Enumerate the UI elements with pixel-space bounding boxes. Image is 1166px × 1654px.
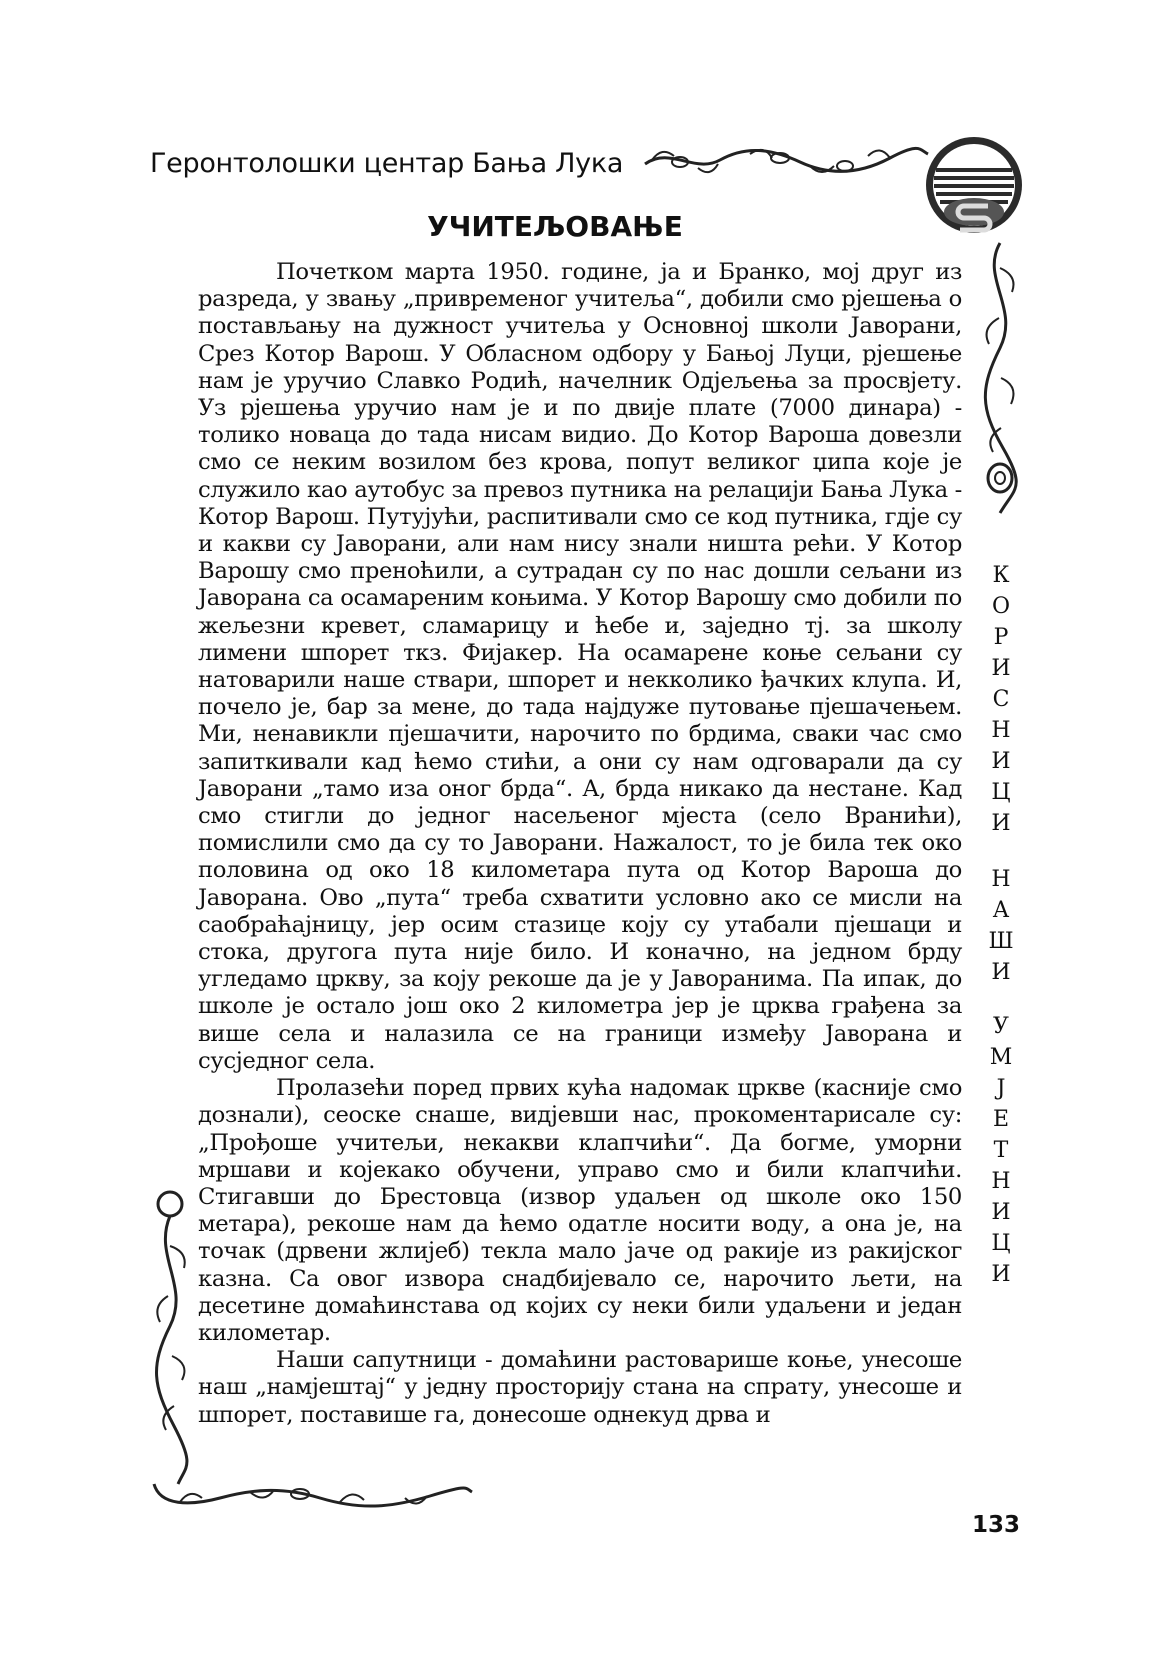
- side-letter: Н: [991, 1169, 1011, 1194]
- side-letter: Ш: [988, 929, 1014, 954]
- side-letter: О: [991, 594, 1011, 619]
- side-letter: И: [991, 749, 1011, 774]
- side-letter: И: [991, 811, 1011, 836]
- paragraph: Пролазећи поред првих кућа надомак цркве (касније смо дознали), сеоске снаше, видјевши нас, прокоментарисале су: „Прођоше учитељи, некакви клапчићи“. Да богме, уморни мршави и којекако обучени, управо смо и били клапчићи. Стигавши до Брестовца (извор удаљен од школе око 150 метара), рекоше нам да ћемо одатле носити воду, а она је, на точак (дрвени жлијеб) текла мало јаче од ракије из ракијског казна. Са овог извора снадбијевало се, нарочито љети, на десетине домаћинстава од којих су неки били удаљени и један километар.: [198, 1075, 962, 1346]
- side-letter: А: [992, 898, 1010, 923]
- side-letter: Н: [991, 867, 1011, 892]
- side-letter: Е: [992, 1107, 1010, 1132]
- side-letter: И: [991, 656, 1011, 681]
- article-title: УЧИТЕЉОВАЊЕ: [427, 210, 683, 243]
- side-letter: Т: [993, 1138, 1009, 1163]
- side-letter: У: [993, 1014, 1009, 1039]
- side-letter: С: [992, 687, 1010, 712]
- side-letter: М: [989, 1045, 1013, 1070]
- side-letter: Ц: [991, 1231, 1011, 1256]
- side-letter: Р: [993, 625, 1009, 650]
- side-letter: И: [991, 1200, 1011, 1225]
- side-letter: И: [991, 1262, 1011, 1287]
- side-letter: Н: [991, 718, 1011, 743]
- paragraph: Наши сапутници - домаћини растоварише коње, унесоше наш „намјештај“ у једну просторију стана на спрату, унесоше и шпорет, поставише га, донесоше однекуд дрва и: [198, 1347, 962, 1428]
- side-letter: Ј: [996, 1076, 1006, 1101]
- page-number: 133: [972, 1512, 1021, 1538]
- running-header: Геронтолошки центар Бања Лука: [150, 148, 624, 179]
- paragraph: Почетком марта 1950. године, ја и Бранко, мој друг из разреда, у звању „привременог учитеља“, добили смо рјешења о постављању на дужност учитеља у Основној школи Јаворани, Срез Котор Варош. У Обласном одбору у Бањој Луци, рјешење нам је уручио Славко Родић, начелник Одјељења за просвјету. Уз рјешења уручио нам је и по двије плате (7000 динара) - толико новаца до тада нисам видио. До Котор Вароша довезли смо се неким возилом без крова, попут великог џипа које је служило као аутобус за превоз путника на релацији Бања Лука - Котор Варош. Путујући, распитивали смо се код путника, гдје су и какви су Јаворани, али нам нису знали ништа рећи. У Котор Варошу смо преноћили, а сутрадан су по нас дошли сељани из Јаворана са осамареним коњима. У Котор Варошу смо добили по жељезни кревет, сламарицу и ћебе и, заједно тј. за школу лимени шпорет ткз. Фијакер. На осамарене коње сељани су натоварили наше ствари, шпорет и некколико ђачких клупа. И, почело је, бар за мене, до тада најдуже путовање пјешачењем. Ми, ненавикли пјешачити, нарочито по брдима, сваки час смо запиткивали кад ћемо стићи, а они су нам одговарали да су Јаворани „тамо иза оног брда“. А, брда никако да нестане. Кад смо стигли до једног насељеног мјеста (село Вранићи), помислили смо да су то Јаворани. Нажалост, то је била тек око половина од око 18 километара пута од Котор Вароша до Јаворана. Ово „пута“ треба схватити условно ако се мисли на саобраћајницу, јер осим стазице коју су утабали пјешаци и стока, другога пута није било. И коначно, на једном брду угледамо цркву, за коју рекоше да је у Јаворанима. Па ипак, до школе је остало још око 2 километра јер је црква грађена за више села и налазила се на граници између Јаворана и сусједног села.: [198, 259, 962, 1074]
- article-body: [198, 259, 962, 1429]
- side-letter: Ц: [991, 780, 1011, 805]
- side-letter: К: [992, 563, 1010, 588]
- vine-ornament-bottom-icon: [150, 1476, 475, 1516]
- vine-ornament-right-icon: [975, 238, 1025, 518]
- side-letter: И: [991, 960, 1011, 985]
- vine-ornament-left-icon: [148, 1186, 198, 1486]
- vine-ornament-top-icon: [640, 140, 930, 182]
